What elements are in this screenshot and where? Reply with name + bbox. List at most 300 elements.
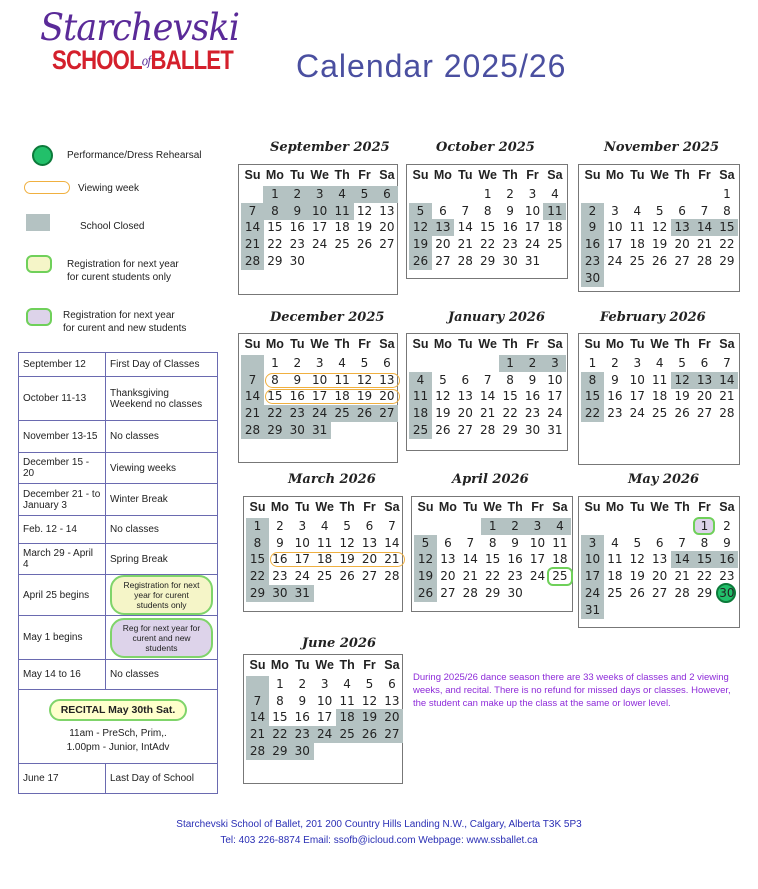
day-cell: 25 bbox=[629, 254, 645, 268]
day-cell: 3 bbox=[633, 355, 642, 370]
event-desc: No classes bbox=[106, 421, 218, 453]
day-cell: 14 bbox=[246, 709, 269, 726]
day-cell: 8 bbox=[488, 535, 497, 550]
weekday-header: Th bbox=[334, 168, 350, 182]
viewing-week-mark bbox=[270, 552, 404, 567]
day-cell: 30 bbox=[286, 422, 309, 439]
day-cell: 8 bbox=[246, 535, 269, 552]
day-cell: 31 bbox=[581, 602, 604, 619]
day-cell: 12 bbox=[652, 220, 668, 235]
day-cell: 6 bbox=[439, 203, 447, 218]
event-date: December 21 - to January 3 bbox=[19, 484, 106, 516]
day-cell: 11 bbox=[334, 372, 350, 387]
day-cell: 22 bbox=[480, 237, 496, 252]
legend-reg-current-line1: Registration for next year bbox=[67, 259, 179, 270]
day-cell: 22 bbox=[719, 237, 735, 252]
day-cell: 10 bbox=[607, 220, 623, 235]
day-cell: 12 bbox=[671, 372, 694, 389]
recital-row bbox=[19, 690, 218, 764]
day-cell: 25 bbox=[331, 405, 354, 422]
day-cell: 14 bbox=[693, 219, 716, 236]
day-cell: 27 bbox=[674, 254, 690, 268]
day-cell: 1 bbox=[246, 518, 269, 535]
weekday-header: We bbox=[650, 500, 669, 514]
weekday-header: Su bbox=[244, 168, 261, 182]
day-cell: 3 bbox=[526, 518, 549, 535]
day-cell: 25 bbox=[334, 237, 350, 252]
day-cell: 14 bbox=[457, 220, 473, 235]
day-cell: 5 bbox=[655, 203, 664, 218]
day-cell: 31 bbox=[291, 585, 314, 602]
day-cell: 30 bbox=[524, 423, 541, 437]
viewing-week-icon bbox=[24, 181, 70, 194]
day-cell: 16 bbox=[289, 220, 305, 235]
day-cell: 30 bbox=[502, 254, 518, 268]
weekday-header: Mo bbox=[605, 337, 624, 351]
day-cell: 18 bbox=[652, 389, 668, 404]
day-cell: 1 bbox=[700, 518, 709, 533]
weekday-header: Fr bbox=[531, 500, 544, 514]
day-cell: 16 bbox=[507, 552, 523, 567]
day-cell: 18 bbox=[317, 552, 333, 567]
weekday-header: Sa bbox=[719, 168, 735, 182]
day-cell: 5 bbox=[633, 535, 642, 550]
day-cell: 26 bbox=[358, 726, 381, 743]
day-cell: 3 bbox=[298, 518, 307, 533]
month-title: February 2026 bbox=[600, 310, 706, 325]
weekday-header: Th bbox=[334, 337, 350, 351]
day-cell: 18 bbox=[409, 405, 432, 422]
day-cell: 19 bbox=[414, 568, 437, 585]
day-cell: 26 bbox=[356, 237, 373, 252]
day-cell: 31 bbox=[524, 254, 541, 268]
day-cell: 15 bbox=[246, 551, 269, 568]
day-cell: 6 bbox=[655, 535, 664, 550]
weekday-header: Su bbox=[412, 168, 429, 182]
day-cell: 2 bbox=[293, 355, 302, 370]
day-cell: 22 bbox=[502, 406, 518, 421]
event-date: June 17 bbox=[19, 764, 106, 794]
weekday-header: Su bbox=[584, 337, 601, 351]
weekday-header: Fr bbox=[526, 337, 539, 351]
day-cell: 12 bbox=[339, 535, 355, 550]
day-cell: 15 bbox=[267, 389, 283, 404]
day-cell: 21 bbox=[384, 552, 400, 567]
legend-performance: Performance/Dress Rehearsal bbox=[67, 150, 202, 161]
day-cell: 16 bbox=[294, 710, 310, 725]
day-cell: 3 bbox=[308, 186, 331, 203]
day-cell: 2 bbox=[723, 518, 731, 533]
day-cell: 8 bbox=[723, 203, 731, 218]
day-cell: 5 bbox=[360, 355, 369, 370]
day-cell: 8 bbox=[263, 203, 286, 220]
day-cell: 21 bbox=[480, 406, 496, 421]
event-date: March 29 - April 4 bbox=[19, 544, 106, 575]
day-cell: 3 bbox=[320, 676, 329, 691]
day-cell: 7 bbox=[723, 355, 731, 370]
day-cell: 4 bbox=[409, 372, 432, 389]
weekday-header: We bbox=[478, 337, 497, 351]
day-cell: 27 bbox=[457, 423, 473, 437]
event-date: November 13-15 bbox=[19, 421, 106, 453]
day-cell: 21 bbox=[719, 389, 735, 404]
day-cell: 6 bbox=[383, 355, 391, 370]
day-cell: 20 bbox=[361, 552, 378, 567]
day-cell: 14 bbox=[480, 389, 496, 404]
day-cell: 18 bbox=[334, 220, 350, 235]
day-cell: 30 bbox=[507, 586, 523, 600]
day-cell: 14 bbox=[241, 219, 264, 236]
day-cell: 27 bbox=[652, 586, 668, 600]
day-cell: 11 bbox=[409, 388, 432, 405]
weekday-header: We bbox=[315, 658, 334, 672]
day-cell: 16 bbox=[289, 389, 305, 404]
event-desc: Viewing weeks bbox=[106, 453, 218, 484]
day-cell: 17 bbox=[317, 710, 333, 725]
day-cell: 20 bbox=[435, 237, 451, 252]
logo-ballet: BALLET bbox=[150, 45, 233, 75]
event-desc: Last Day of School bbox=[106, 764, 218, 794]
day-cell: 23 bbox=[524, 406, 541, 421]
day-cell: 20 bbox=[440, 569, 456, 584]
weekday-header: Sa bbox=[547, 337, 563, 351]
weekday-header: Sa bbox=[547, 168, 563, 182]
day-cell: 12 bbox=[435, 389, 451, 404]
day-cell: 9 bbox=[506, 203, 514, 218]
table-row bbox=[19, 660, 218, 690]
day-cell: 19 bbox=[435, 406, 451, 421]
day-cell: 13 bbox=[384, 693, 400, 708]
day-cell: 2 bbox=[611, 355, 619, 370]
weekday-header: Fr bbox=[358, 337, 371, 351]
day-cell: 3 bbox=[611, 203, 619, 218]
day-cell: 6 bbox=[365, 518, 374, 533]
day-cell: 4 bbox=[611, 535, 619, 550]
day-cell: 12 bbox=[414, 551, 437, 568]
day-cell: 8 bbox=[700, 535, 709, 550]
day-cell: 25 bbox=[652, 406, 668, 421]
weekday-header: Sa bbox=[719, 337, 735, 351]
weekday-header: Mo bbox=[605, 500, 624, 514]
day-cell: 22 bbox=[581, 405, 604, 422]
closed-blank-cell bbox=[246, 676, 269, 693]
day-cell: 7 bbox=[246, 693, 269, 710]
day-cell: 2 bbox=[581, 203, 604, 220]
day-cell: 26 bbox=[409, 253, 432, 270]
day-cell: 28 bbox=[719, 406, 735, 421]
day-cell: 15 bbox=[480, 220, 496, 235]
weekday-header: Sa bbox=[719, 500, 735, 514]
event-desc: No classes bbox=[106, 660, 218, 690]
day-cell: 27 bbox=[375, 405, 398, 422]
day-cell: 21 bbox=[246, 726, 269, 743]
event-date: May 1 begins bbox=[19, 616, 106, 660]
footer bbox=[0, 817, 758, 849]
table-row bbox=[19, 544, 218, 575]
day-cell: 9 bbox=[511, 535, 519, 550]
month-title: September 2025 bbox=[270, 140, 390, 155]
day-cell: 8 bbox=[271, 372, 279, 387]
day-cell: 11 bbox=[629, 220, 645, 235]
day-cell: 8 bbox=[506, 372, 514, 387]
weekday-header: Sa bbox=[384, 658, 400, 672]
day-cell: 5 bbox=[409, 203, 432, 220]
day-cell: 4 bbox=[548, 518, 571, 535]
day-cell: 1 bbox=[483, 186, 492, 201]
day-cell: 24 bbox=[629, 406, 645, 421]
day-cell: 24 bbox=[529, 569, 546, 584]
day-cell: 26 bbox=[435, 423, 451, 437]
day-cell: 24 bbox=[607, 254, 623, 268]
day-cell: 10 bbox=[524, 203, 541, 218]
day-cell: 19 bbox=[629, 569, 645, 584]
day-cell: 29 bbox=[480, 254, 496, 268]
day-cell: 16 bbox=[581, 236, 604, 253]
events-table bbox=[18, 352, 218, 794]
day-cell: 29 bbox=[696, 586, 713, 600]
event-desc: Thanksgiving Weekend no classes bbox=[106, 377, 218, 421]
day-cell: 28 bbox=[384, 569, 400, 584]
day-cell: 5 bbox=[365, 676, 374, 691]
day-cell: 13 bbox=[440, 552, 456, 567]
day-cell: 25 bbox=[317, 569, 333, 584]
day-cell: 5 bbox=[343, 518, 351, 533]
weekday-header: Fr bbox=[363, 658, 376, 672]
day-cell: 30 bbox=[581, 270, 604, 287]
day-cell: 18 bbox=[547, 220, 563, 235]
day-cell: 7 bbox=[700, 203, 709, 218]
weekday-header: Tu bbox=[458, 168, 473, 182]
day-cell: 30 bbox=[289, 254, 305, 268]
day-cell: 24 bbox=[308, 405, 331, 422]
day-cell: 1 bbox=[481, 518, 504, 535]
day-cell: 13 bbox=[431, 219, 454, 236]
day-cell: 6 bbox=[461, 372, 470, 387]
day-cell: 16 bbox=[607, 389, 623, 404]
weekday-header: Tu bbox=[290, 337, 305, 351]
weekday-header: We bbox=[650, 337, 669, 351]
footer-contact: Tel: 403 226-8874 Email: ssofb@icloud.com Webpage: www.ssballet.ca bbox=[220, 835, 538, 846]
day-cell: 24 bbox=[581, 585, 604, 602]
month-title: April 2026 bbox=[452, 472, 529, 487]
weekday-header: Tu bbox=[295, 500, 310, 514]
weekday-header: Tu bbox=[463, 500, 478, 514]
day-cell: 4 bbox=[551, 186, 559, 201]
registration-current-mark bbox=[547, 567, 572, 586]
event-desc: No classes bbox=[106, 516, 218, 544]
month-calendar bbox=[578, 496, 740, 628]
day-cell: 25 bbox=[336, 726, 359, 743]
day-cell: 20 bbox=[674, 237, 690, 252]
day-cell: 9 bbox=[286, 203, 309, 220]
day-cell: 9 bbox=[276, 535, 284, 550]
day-cell: 4 bbox=[331, 186, 354, 203]
weekday-header: We bbox=[315, 500, 334, 514]
day-cell: 29 bbox=[719, 254, 735, 268]
day-cell: 23 bbox=[507, 569, 523, 584]
day-cell: 15 bbox=[485, 552, 501, 567]
event-date: April 25 begins bbox=[19, 575, 106, 616]
event-desc: Reg for next year for curent and new students bbox=[110, 618, 213, 658]
weekday-header: Th bbox=[674, 168, 690, 182]
day-cell: 1 bbox=[588, 355, 597, 370]
performance-icon bbox=[32, 145, 53, 166]
day-cell: 11 bbox=[552, 535, 568, 550]
legend-reg-new-line1: Registration for next year bbox=[63, 310, 175, 321]
month-title: November 2025 bbox=[604, 140, 720, 155]
weekday-header: Su bbox=[249, 500, 266, 514]
table-row bbox=[19, 377, 218, 421]
weekday-header: Tu bbox=[295, 658, 310, 672]
day-cell: 13 bbox=[379, 372, 395, 387]
day-cell: 24 bbox=[312, 237, 328, 252]
season-note: During 2025/26 dance season there are 33 weeks of classes and 2 viewing weeks, and recital. There is no refund for missed days or classes. However, the student can make up the class at the same or lower level. bbox=[413, 672, 731, 709]
day-cell: 15 bbox=[267, 220, 283, 235]
day-cell: 17 bbox=[629, 389, 645, 404]
day-cell: 7 bbox=[388, 518, 396, 533]
day-cell: 26 bbox=[674, 406, 690, 421]
day-cell: 5 bbox=[439, 372, 447, 387]
month-title: May 2026 bbox=[628, 472, 700, 487]
day-cell: 22 bbox=[246, 568, 269, 585]
day-cell: 25 bbox=[409, 422, 432, 439]
table-row bbox=[19, 575, 218, 616]
day-cell: 10 bbox=[581, 551, 604, 568]
day-cell: 6 bbox=[700, 355, 709, 370]
day-cell: 29 bbox=[246, 585, 269, 602]
day-cell: 18 bbox=[629, 237, 645, 252]
legend-reg-new bbox=[63, 309, 186, 335]
weekday-header: Th bbox=[507, 500, 523, 514]
day-cell: 24 bbox=[313, 726, 336, 743]
day-cell: 28 bbox=[480, 423, 496, 437]
day-cell: 9 bbox=[723, 535, 731, 550]
day-cell: 18 bbox=[552, 552, 568, 567]
day-cell: 28 bbox=[246, 743, 269, 760]
day-cell: 9 bbox=[611, 372, 619, 387]
weekday-header: Th bbox=[674, 500, 690, 514]
weekday-header: We bbox=[483, 500, 502, 514]
day-cell: 15 bbox=[693, 551, 716, 568]
day-cell: 10 bbox=[308, 203, 331, 220]
logo-script: Starchevski bbox=[40, 6, 240, 49]
day-cell: 22 bbox=[267, 237, 283, 252]
day-cell: 27 bbox=[440, 586, 456, 600]
day-cell: 17 bbox=[312, 220, 328, 235]
weekday-header: We bbox=[310, 337, 329, 351]
weekday-header: Th bbox=[339, 658, 355, 672]
legend-reg-current bbox=[67, 258, 179, 284]
viewing-week-mark bbox=[265, 389, 399, 404]
day-cell: 30 bbox=[719, 586, 735, 600]
day-cell: 6 bbox=[375, 186, 398, 203]
weekday-header: Mo bbox=[433, 168, 452, 182]
day-cell: 16 bbox=[272, 552, 288, 567]
day-cell: 17 bbox=[547, 389, 563, 404]
table-row bbox=[19, 353, 218, 377]
month-calendar bbox=[406, 333, 568, 451]
day-cell: 30 bbox=[291, 743, 314, 760]
weekday-header: Su bbox=[244, 337, 261, 351]
day-cell: 27 bbox=[380, 726, 403, 743]
event-date: September 12 bbox=[19, 353, 106, 377]
day-cell: 10 bbox=[317, 693, 333, 708]
viewing-week-mark bbox=[265, 373, 399, 388]
day-cell: 11 bbox=[317, 535, 333, 550]
weekday-header: Mo bbox=[265, 337, 284, 351]
day-cell: 4 bbox=[343, 676, 351, 691]
weekday-header: Th bbox=[502, 337, 518, 351]
weekday-header: Sa bbox=[552, 500, 568, 514]
day-cell: 7 bbox=[241, 372, 264, 389]
month-title: March 2026 bbox=[288, 472, 376, 487]
day-cell: 12 bbox=[356, 203, 373, 218]
day-cell: 3 bbox=[315, 355, 324, 370]
day-cell: 20 bbox=[379, 220, 395, 235]
day-cell: 30 bbox=[268, 585, 291, 602]
day-cell: 22 bbox=[268, 726, 291, 743]
weekday-header: Su bbox=[412, 337, 429, 351]
day-cell: 20 bbox=[380, 709, 403, 726]
day-cell: 9 bbox=[293, 372, 302, 387]
month-calendar bbox=[243, 496, 403, 612]
day-cell: 1 bbox=[263, 186, 286, 203]
day-cell: 23 bbox=[607, 406, 623, 421]
day-cell: 5 bbox=[414, 535, 437, 552]
day-cell: 25 bbox=[607, 586, 623, 600]
day-cell: 17 bbox=[581, 568, 604, 585]
day-cell: 23 bbox=[289, 237, 305, 252]
day-cell: 4 bbox=[633, 203, 642, 218]
day-cell: 20 bbox=[457, 406, 473, 421]
day-cell: 18 bbox=[607, 569, 623, 584]
table-row bbox=[19, 421, 218, 453]
day-cell: 8 bbox=[581, 372, 604, 389]
registration-new-icon bbox=[26, 308, 52, 326]
month-calendar bbox=[578, 164, 740, 292]
day-cell: 26 bbox=[353, 405, 376, 422]
day-cell: 21 bbox=[462, 569, 478, 584]
day-cell: 13 bbox=[457, 389, 473, 404]
logo-school-of-ballet bbox=[52, 45, 233, 76]
day-cell: 2 bbox=[298, 676, 307, 691]
day-cell: 14 bbox=[462, 552, 478, 567]
weekday-header: Mo bbox=[270, 500, 289, 514]
day-cell: 7 bbox=[466, 535, 475, 550]
weekday-header: Mo bbox=[433, 337, 452, 351]
day-cell: 6 bbox=[678, 203, 686, 218]
day-cell: 19 bbox=[652, 237, 668, 252]
weekday-header: Tu bbox=[630, 168, 645, 182]
day-cell: 12 bbox=[409, 219, 432, 236]
weekday-header: Fr bbox=[526, 168, 539, 182]
day-cell: 18 bbox=[334, 389, 350, 404]
event-desc: Registration for next year for curent students only bbox=[110, 575, 213, 615]
month-calendar bbox=[406, 164, 568, 279]
day-cell: 28 bbox=[696, 254, 713, 268]
weekday-header: Sa bbox=[379, 168, 395, 182]
month-title: January 2026 bbox=[448, 310, 546, 325]
day-cell: 7 bbox=[678, 535, 686, 550]
month-title: June 2026 bbox=[302, 636, 377, 651]
school-closed-swatch bbox=[26, 214, 50, 231]
legend-reg-current-line2: for curent students only bbox=[67, 272, 171, 283]
weekday-header: Tu bbox=[290, 168, 305, 182]
day-cell: 21 bbox=[241, 236, 264, 253]
day-cell: 24 bbox=[294, 569, 310, 584]
day-cell: 8 bbox=[483, 203, 492, 218]
day-cell: 12 bbox=[629, 552, 645, 567]
